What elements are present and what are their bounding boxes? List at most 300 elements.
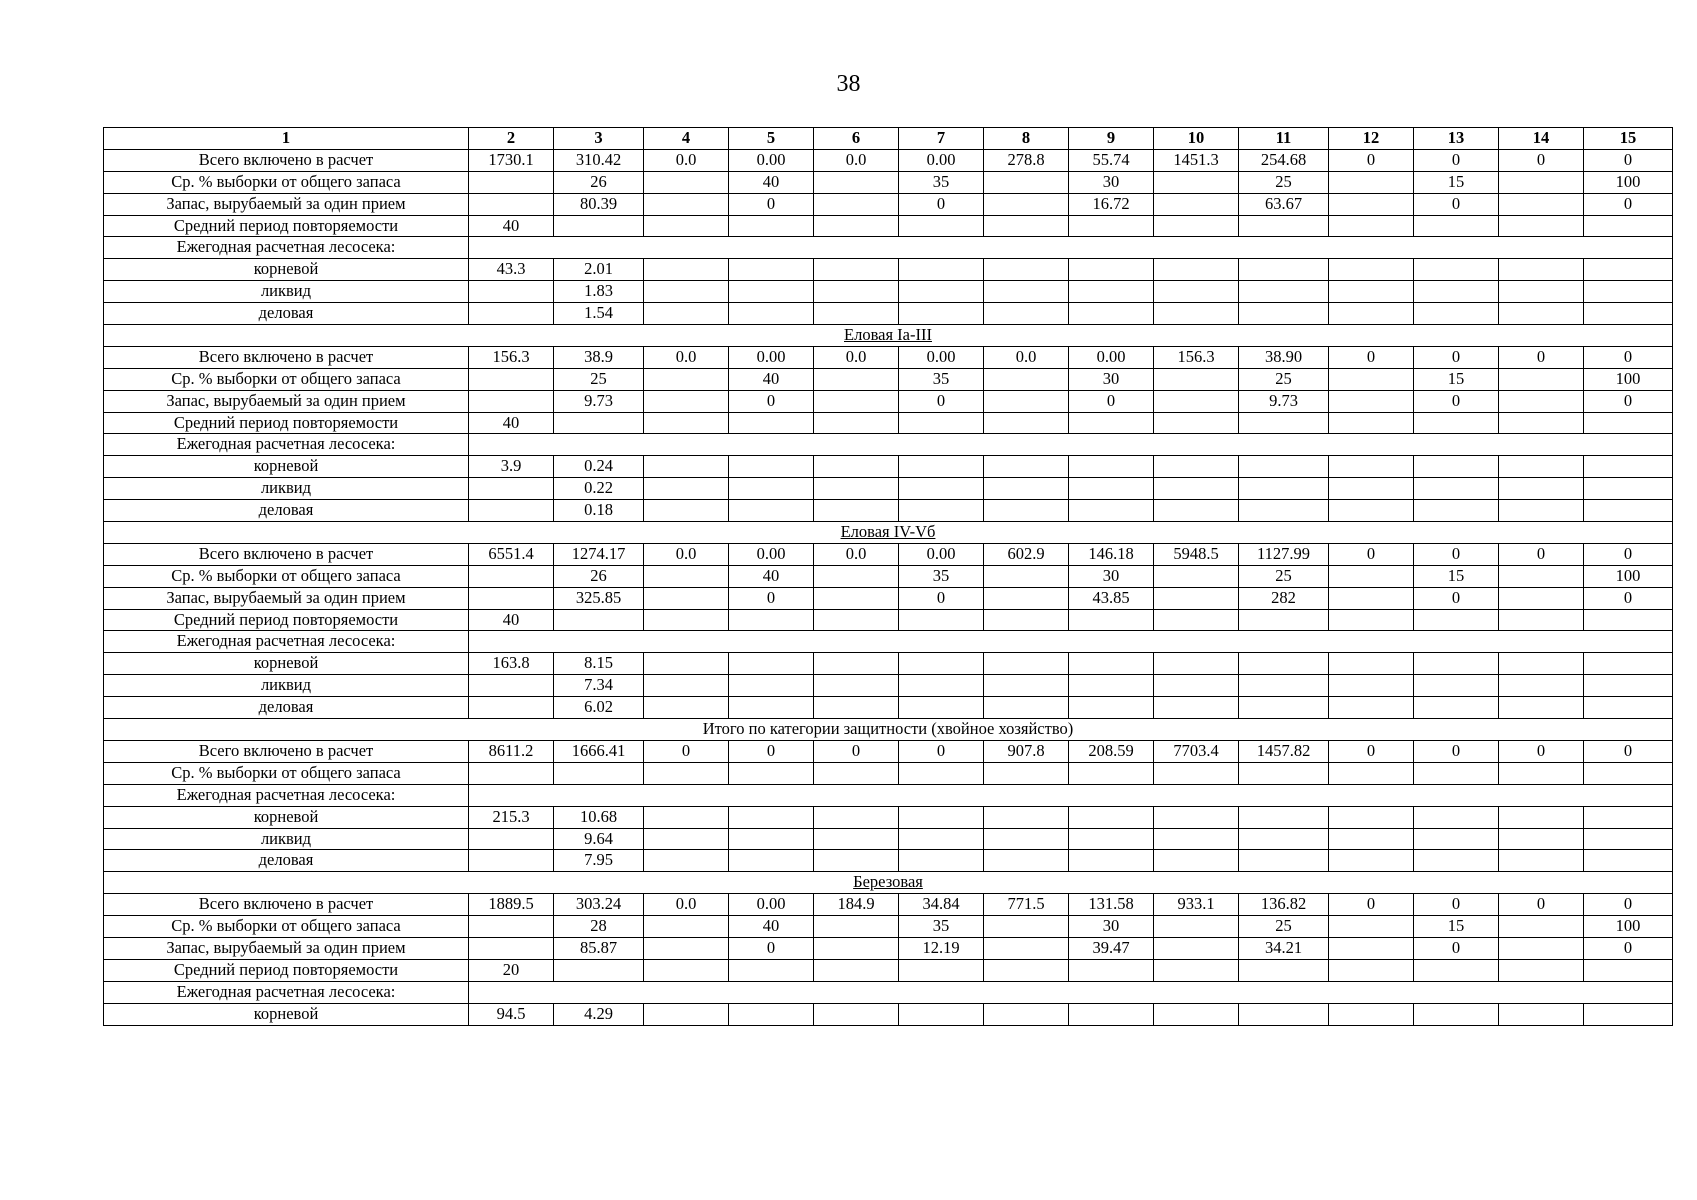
- table-cell: 0.00: [729, 149, 814, 171]
- table-cell: [1499, 609, 1584, 631]
- column-number-7: 7: [899, 128, 984, 150]
- table-cell: [1414, 259, 1499, 281]
- table-cell: [729, 259, 814, 281]
- table-cell: 6.02: [554, 697, 644, 719]
- table-cell: [1499, 675, 1584, 697]
- table-cell: [1414, 806, 1499, 828]
- row-label: Запас, вырубаемый за один прием: [104, 193, 469, 215]
- table-cell: 0: [1329, 346, 1414, 368]
- table-row: [104, 543, 1673, 565]
- table-cell: [1154, 675, 1239, 697]
- table-cell: 43.85: [1069, 587, 1154, 609]
- table-cell: [1329, 959, 1414, 981]
- table-cell: [899, 259, 984, 281]
- table-cell: 0: [644, 740, 729, 762]
- table-row: [104, 609, 1673, 631]
- table-cell: [554, 762, 644, 784]
- table-cell: 163.8: [469, 653, 554, 675]
- table-cell: 9.64: [554, 828, 644, 850]
- table-cell: [984, 171, 1069, 193]
- table-cell: 0: [1414, 390, 1499, 412]
- table-cell: 0: [1584, 587, 1673, 609]
- column-number-5: 5: [729, 128, 814, 150]
- table-cell: [469, 850, 554, 872]
- table-cell: [1329, 412, 1414, 434]
- table-cell: [1154, 828, 1239, 850]
- table-cell: 254.68: [1239, 149, 1329, 171]
- table-cell: [1414, 675, 1499, 697]
- row-label: Запас, вырубаемый за один прием: [104, 937, 469, 959]
- table-cell: [1329, 806, 1414, 828]
- table-cell: [469, 500, 554, 522]
- row-label: Запас, вырубаемый за один прием: [104, 390, 469, 412]
- table-cell: [1239, 500, 1329, 522]
- table-cell: 310.42: [554, 149, 644, 171]
- table-cell: 7.34: [554, 675, 644, 697]
- table-cell: [1499, 697, 1584, 719]
- table-cell: [644, 587, 729, 609]
- table-cell: [899, 828, 984, 850]
- table-cell: 0.0: [814, 543, 899, 565]
- table-row: [104, 981, 1673, 1003]
- table-cell: [814, 675, 899, 697]
- column-number-13: 13: [1414, 128, 1499, 150]
- table-row: [104, 193, 1673, 215]
- table-cell: 0: [1414, 543, 1499, 565]
- table-cell: [899, 806, 984, 828]
- table-row: [104, 959, 1673, 981]
- table-cell: [554, 959, 644, 981]
- table-cell: [1239, 675, 1329, 697]
- table-cell: 30: [1069, 368, 1154, 390]
- table-cell: 156.3: [469, 346, 554, 368]
- table-cell: 1.83: [554, 281, 644, 303]
- table-cell: [1584, 653, 1673, 675]
- table-cell: 10.68: [554, 806, 644, 828]
- table-cell: [644, 390, 729, 412]
- table-cell: 28: [554, 916, 644, 938]
- table-cell: 0: [729, 390, 814, 412]
- table-row: [104, 412, 1673, 434]
- table-cell: [984, 762, 1069, 784]
- table-row: [104, 894, 1673, 916]
- table-cell: 20: [469, 959, 554, 981]
- table-cell: 40: [729, 565, 814, 587]
- table-cell: [1499, 500, 1584, 522]
- table-cell: [644, 171, 729, 193]
- table-cell: 136.82: [1239, 894, 1329, 916]
- table-cell: [1069, 1003, 1154, 1025]
- table-cell: 43.3: [469, 259, 554, 281]
- table-cell: [469, 587, 554, 609]
- table-cell: [1239, 412, 1329, 434]
- table-cell: 208.59: [1069, 740, 1154, 762]
- table-cell: [814, 171, 899, 193]
- table-cell: [1414, 762, 1499, 784]
- table-cell: [644, 281, 729, 303]
- table-cell: [469, 171, 554, 193]
- table-cell: 325.85: [554, 587, 644, 609]
- table-cell: 0: [729, 937, 814, 959]
- table-cell: 15: [1414, 368, 1499, 390]
- table-cell: [984, 653, 1069, 675]
- table-cell: 278.8: [984, 149, 1069, 171]
- row-label: корневой: [104, 456, 469, 478]
- row-label: Ежегодная расчетная лесосека:: [104, 784, 469, 806]
- table-row: [104, 587, 1673, 609]
- table-cell: [1414, 1003, 1499, 1025]
- row-label: ликвид: [104, 828, 469, 850]
- table-cell: [1239, 281, 1329, 303]
- table-cell: 8611.2: [469, 740, 554, 762]
- table-body: [104, 149, 1673, 1025]
- column-number-15: 15: [1584, 128, 1673, 150]
- table-cell: [644, 828, 729, 850]
- table-cell: 0: [1584, 543, 1673, 565]
- row-label: Всего включено в расчет: [104, 740, 469, 762]
- table-cell: [1414, 281, 1499, 303]
- row-label: Средний период повторяемости: [104, 215, 469, 237]
- table-cell: [729, 412, 814, 434]
- table-cell: [1499, 653, 1584, 675]
- table-cell: 602.9: [984, 543, 1069, 565]
- table-cell: [1329, 916, 1414, 938]
- table-cell: [899, 303, 984, 325]
- table-cell: 25: [1239, 171, 1329, 193]
- row-label: Всего включено в расчет: [104, 894, 469, 916]
- table-cell: [984, 937, 1069, 959]
- table-cell: [729, 828, 814, 850]
- table-cell: [1584, 1003, 1673, 1025]
- table-cell: [814, 303, 899, 325]
- table-cell: [1329, 215, 1414, 237]
- table-cell: [729, 500, 814, 522]
- table-cell: [1154, 303, 1239, 325]
- section-title: Итого по категории защитности (хвойное хозяйство): [104, 719, 1673, 741]
- table-cell: [984, 390, 1069, 412]
- table-cell: 0: [1069, 390, 1154, 412]
- table-row: [104, 456, 1673, 478]
- table-row: [104, 675, 1673, 697]
- table-cell: 0.00: [729, 894, 814, 916]
- table-cell: [1069, 828, 1154, 850]
- table-cell: [1584, 762, 1673, 784]
- table-cell: 1889.5: [469, 894, 554, 916]
- table-cell: [1154, 500, 1239, 522]
- table-row: [104, 937, 1673, 959]
- table-cell: [1414, 828, 1499, 850]
- table-cell: 26: [554, 565, 644, 587]
- table-cell: [814, 500, 899, 522]
- table-cell: [814, 193, 899, 215]
- table-cell: 0: [1414, 149, 1499, 171]
- table-cell: 7703.4: [1154, 740, 1239, 762]
- table-cell: [1154, 390, 1239, 412]
- section-title-row: [104, 719, 1673, 741]
- table-cell: [644, 653, 729, 675]
- table-cell: [1239, 1003, 1329, 1025]
- table-cell: 0: [1584, 193, 1673, 215]
- table-cell: 0: [1584, 346, 1673, 368]
- table-cell: 34.84: [899, 894, 984, 916]
- table-cell: [1154, 259, 1239, 281]
- table-cell: [644, 806, 729, 828]
- table-cell: [1414, 697, 1499, 719]
- table-cell: [644, 609, 729, 631]
- table-cell: [1584, 675, 1673, 697]
- table-cell: [1329, 303, 1414, 325]
- table-cell: 30: [1069, 565, 1154, 587]
- column-number-14: 14: [1499, 128, 1584, 150]
- table-cell: [814, 828, 899, 850]
- table-cell: [984, 850, 1069, 872]
- table-cell: 9.73: [1239, 390, 1329, 412]
- table-cell: [984, 368, 1069, 390]
- table-cell: 0: [1329, 149, 1414, 171]
- table-cell: [469, 390, 554, 412]
- table-cell: [1069, 500, 1154, 522]
- table-cell: [729, 675, 814, 697]
- table-cell: 100: [1584, 916, 1673, 938]
- table-cell: [1239, 850, 1329, 872]
- table-cell: 0: [1414, 740, 1499, 762]
- table-cell: [1069, 609, 1154, 631]
- table-cell: [1499, 828, 1584, 850]
- table-cell: [899, 1003, 984, 1025]
- table-cell: [644, 675, 729, 697]
- table-cell: 0: [1414, 193, 1499, 215]
- table-cell: [1154, 368, 1239, 390]
- table-cell: [1329, 850, 1414, 872]
- table-row: [104, 1003, 1673, 1025]
- table-cell: [1499, 390, 1584, 412]
- table-cell: [469, 478, 554, 500]
- table-cell: [1584, 850, 1673, 872]
- table-cell: 0.00: [899, 346, 984, 368]
- table-cell: 0: [1414, 587, 1499, 609]
- table-cell: [1154, 193, 1239, 215]
- table-cell: [814, 806, 899, 828]
- table-cell: [814, 259, 899, 281]
- table-cell: 55.74: [1069, 149, 1154, 171]
- table-cell: [644, 215, 729, 237]
- table-cell: [1329, 697, 1414, 719]
- row-label: корневой: [104, 259, 469, 281]
- row-label: ликвид: [104, 281, 469, 303]
- table-cell: [1329, 828, 1414, 850]
- table-cell: 0: [1329, 543, 1414, 565]
- table-cell: [1154, 653, 1239, 675]
- table-cell: [1499, 565, 1584, 587]
- table-cell: [1584, 259, 1673, 281]
- row-label: Всего включено в расчет: [104, 149, 469, 171]
- table-row: [104, 237, 1673, 259]
- table-cell: [1499, 806, 1584, 828]
- table-cell: [1414, 456, 1499, 478]
- table-cell: 0: [1499, 894, 1584, 916]
- table-cell: 184.9: [814, 894, 899, 916]
- table-cell: [644, 478, 729, 500]
- table-cell: 100: [1584, 171, 1673, 193]
- table-cell: [1499, 959, 1584, 981]
- table-cell: 0.0: [644, 346, 729, 368]
- table-cell: [1069, 806, 1154, 828]
- table-cell: [1499, 215, 1584, 237]
- row-label: Ср. % выборки от общего запаса: [104, 565, 469, 587]
- table-cell: [984, 500, 1069, 522]
- table-cell: [1329, 500, 1414, 522]
- table-cell: [1584, 412, 1673, 434]
- table-cell: [1069, 850, 1154, 872]
- merged-empty-cell: [469, 237, 1673, 259]
- table-cell: [644, 762, 729, 784]
- table-row: [104, 828, 1673, 850]
- table-cell: [984, 215, 1069, 237]
- table-cell: [984, 478, 1069, 500]
- section-title: Березовая: [104, 872, 1673, 894]
- table-cell: 156.3: [1154, 346, 1239, 368]
- table-cell: [729, 850, 814, 872]
- table-row: [104, 850, 1673, 872]
- row-label: Ср. % выборки от общего запаса: [104, 762, 469, 784]
- table-cell: 8.15: [554, 653, 644, 675]
- table-cell: [899, 850, 984, 872]
- table-cell: [1499, 281, 1584, 303]
- table-cell: [1069, 675, 1154, 697]
- table-cell: [729, 806, 814, 828]
- table-cell: [814, 850, 899, 872]
- row-label: Ежегодная расчетная лесосека:: [104, 631, 469, 653]
- table-cell: [644, 193, 729, 215]
- table-cell: [984, 959, 1069, 981]
- table-cell: [1239, 215, 1329, 237]
- table-row: [104, 390, 1673, 412]
- table-cell: [899, 675, 984, 697]
- table-cell: 0: [1584, 937, 1673, 959]
- table-cell: 30: [1069, 171, 1154, 193]
- table-cell: 0: [899, 740, 984, 762]
- table-cell: [1069, 281, 1154, 303]
- column-number-11: 11: [1239, 128, 1329, 150]
- table-cell: [1239, 456, 1329, 478]
- table-cell: [1329, 456, 1414, 478]
- table-cell: 1666.41: [554, 740, 644, 762]
- table-cell: [1584, 828, 1673, 850]
- table-cell: [814, 390, 899, 412]
- table-cell: 1.54: [554, 303, 644, 325]
- table-cell: [729, 959, 814, 981]
- table-cell: [1584, 303, 1673, 325]
- table-cell: [984, 609, 1069, 631]
- table-cell: [729, 1003, 814, 1025]
- table-cell: [644, 916, 729, 938]
- table-cell: [984, 456, 1069, 478]
- row-label: корневой: [104, 653, 469, 675]
- table-cell: 40: [469, 412, 554, 434]
- table-cell: 63.67: [1239, 193, 1329, 215]
- table-cell: [1499, 193, 1584, 215]
- table-cell: 1274.17: [554, 543, 644, 565]
- table-cell: 35: [899, 171, 984, 193]
- table-cell: [1154, 1003, 1239, 1025]
- table-cell: 933.1: [1154, 894, 1239, 916]
- table-cell: [554, 215, 644, 237]
- table-row: [104, 916, 1673, 938]
- table-cell: [1499, 937, 1584, 959]
- table-cell: [644, 959, 729, 981]
- table-cell: [984, 675, 1069, 697]
- row-label: Ср. % выборки от общего запаса: [104, 916, 469, 938]
- column-number-2: 2: [469, 128, 554, 150]
- table-row: [104, 631, 1673, 653]
- table-cell: 0.0: [644, 543, 729, 565]
- table-cell: [1329, 587, 1414, 609]
- table-cell: [1329, 478, 1414, 500]
- row-label: деловая: [104, 850, 469, 872]
- table-cell: 16.72: [1069, 193, 1154, 215]
- table-cell: 94.5: [469, 1003, 554, 1025]
- table-cell: [1499, 916, 1584, 938]
- table-cell: 0.00: [729, 543, 814, 565]
- table-cell: [1499, 762, 1584, 784]
- table-cell: [469, 675, 554, 697]
- table-cell: [1499, 171, 1584, 193]
- table-row: [104, 346, 1673, 368]
- table-cell: 25: [1239, 565, 1329, 587]
- table-cell: [984, 828, 1069, 850]
- table-cell: [1499, 259, 1584, 281]
- table-cell: 303.24: [554, 894, 644, 916]
- table-cell: 0: [899, 587, 984, 609]
- row-label: Ср. % выборки от общего запаса: [104, 171, 469, 193]
- table-cell: [1414, 850, 1499, 872]
- table-cell: 1451.3: [1154, 149, 1239, 171]
- table-row: [104, 368, 1673, 390]
- section-title: Еловая IV-Vб: [104, 522, 1673, 544]
- table-cell: [984, 303, 1069, 325]
- table-cell: 25: [1239, 916, 1329, 938]
- table-cell: [814, 762, 899, 784]
- table-cell: 282: [1239, 587, 1329, 609]
- table-cell: [1499, 1003, 1584, 1025]
- table-cell: 0: [1499, 543, 1584, 565]
- table-cell: 35: [899, 916, 984, 938]
- table-cell: [814, 565, 899, 587]
- table-cell: 0.24: [554, 456, 644, 478]
- row-label: корневой: [104, 806, 469, 828]
- table-cell: [729, 456, 814, 478]
- table-cell: [644, 850, 729, 872]
- table-cell: [1329, 390, 1414, 412]
- table-cell: [1329, 937, 1414, 959]
- table-cell: [1584, 959, 1673, 981]
- table-row: [104, 281, 1673, 303]
- table-cell: 40: [469, 215, 554, 237]
- table-cell: [1069, 478, 1154, 500]
- table-cell: [1584, 697, 1673, 719]
- table-cell: [729, 609, 814, 631]
- page-number: 38: [836, 71, 861, 97]
- table-cell: 0: [1329, 740, 1414, 762]
- table-cell: [729, 762, 814, 784]
- table-cell: [899, 653, 984, 675]
- table-cell: [984, 259, 1069, 281]
- table-cell: 100: [1584, 565, 1673, 587]
- table-cell: [1154, 762, 1239, 784]
- row-label: Средний период повторяемости: [104, 412, 469, 434]
- table-row: [104, 697, 1673, 719]
- table-cell: [1414, 500, 1499, 522]
